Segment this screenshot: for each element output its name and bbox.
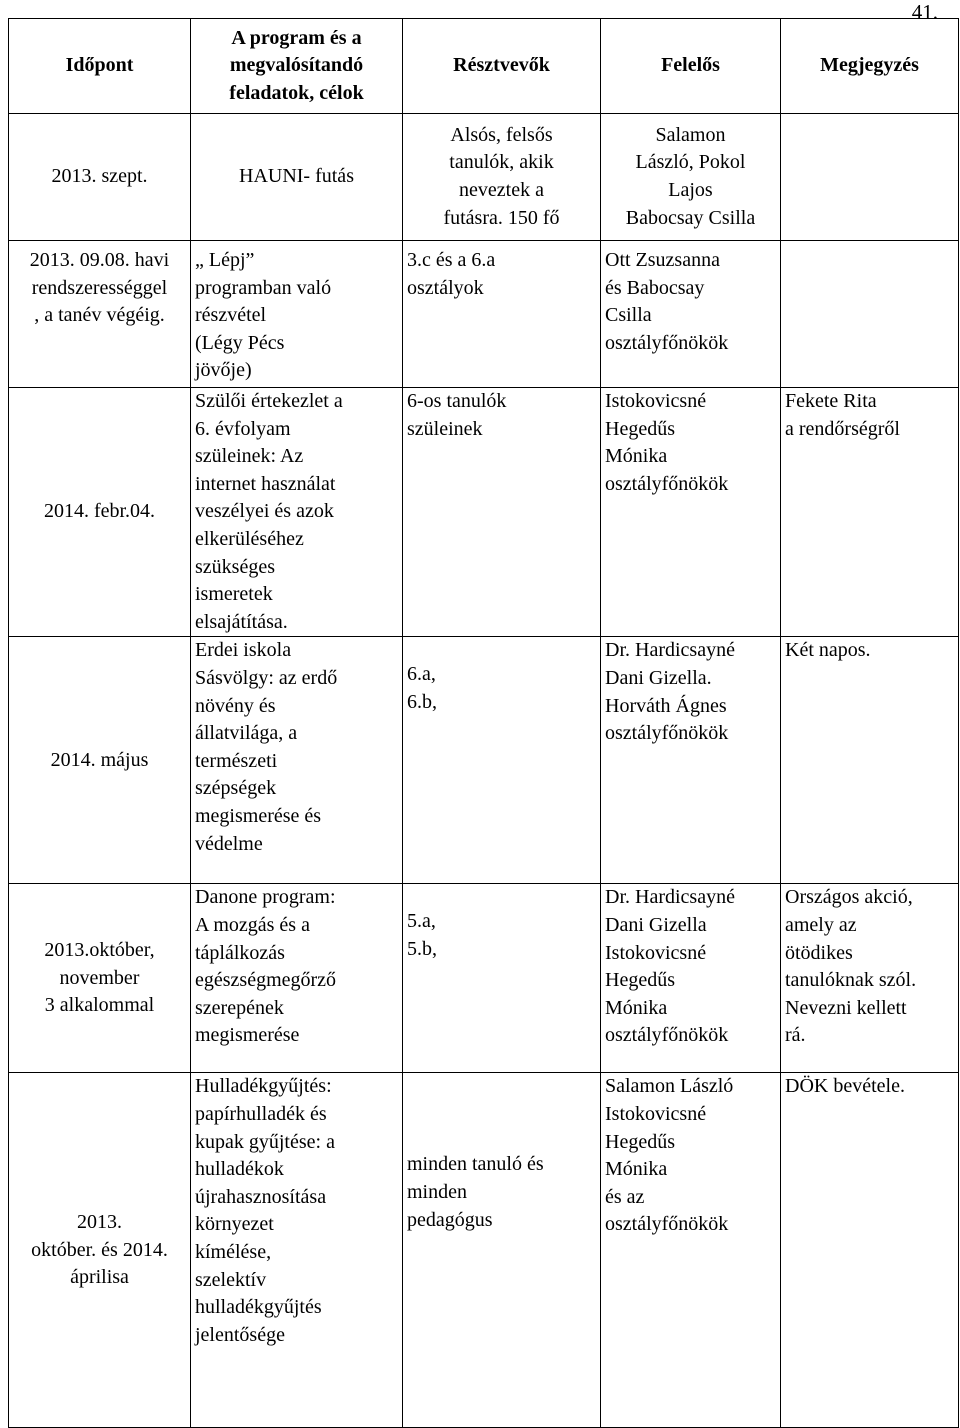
row-time: 2013. 09.08. havi rendszerességgel , a tanév végéig. <box>9 241 191 388</box>
table-row <box>9 114 959 241</box>
row-participants: 3.c és a 6.a osztályok <box>403 241 601 388</box>
header-participants: Résztvevők <box>403 19 601 114</box>
row-program: HAUNI- futás <box>191 114 403 241</box>
row-notes: Fekete Rita a rendőrségről <box>781 388 959 637</box>
table-row <box>9 241 959 388</box>
row-participants: Alsós, felsős tanulók, akik neveztek a futásra. 150 fő <box>403 114 601 241</box>
row-program: Danone program: A mozgás és a táplálkozás egészségmegőrző szerepének megismerése <box>191 884 403 1073</box>
header-time: Időpont <box>9 19 191 114</box>
row-time: 2014. febr.04. <box>9 388 191 637</box>
row-program: Szülői értekezlet a 6. évfolyam szüleinek: Az internet használat veszélyei és azok elkerüléséhez szükséges ismeretek elsajátítása. <box>191 388 403 637</box>
table-row <box>9 637 959 884</box>
page-number: 41. <box>911 0 938 24</box>
row-notes: Országos akció, amely az ötödikes tanulóknak szól. Nevezni kellett rá. <box>781 884 959 1073</box>
header-notes: Megjegyzés <box>781 19 959 114</box>
row-notes <box>781 241 959 388</box>
row-responsible: Istokovicsné Hegedűs Mónika osztályfőnökök <box>601 388 781 637</box>
row-participants: minden tanuló és minden pedagógus <box>403 1073 601 1428</box>
header-responsible: Felelős <box>601 19 781 114</box>
header-program: A program és a megvalósítandó feladatok, célok <box>191 19 403 114</box>
row-time: 2014. május <box>9 637 191 884</box>
row-notes: DÖK bevétele. <box>781 1073 959 1428</box>
table-row <box>9 884 959 1073</box>
table-row <box>9 388 959 637</box>
row-time: 2013. október. és 2014. áprilisa <box>9 1073 191 1428</box>
row-time: 2013.október, november 3 alkalommal <box>9 884 191 1073</box>
row-responsible: Salamon László, Pokol Lajos Babocsay Csilla <box>601 114 781 241</box>
row-program: Hulladékgyűjtés: papírhulladék és kupak gyűjtése: a hulladékok újrahasznosítása környezet kímélése, szelektív hulladékgyűjtés jelentősége <box>191 1073 403 1428</box>
row-responsible: Ott Zsuzsanna és Babocsay Csilla osztályfőnökök <box>601 241 781 388</box>
row-participants: 6-os tanulók szüleinek <box>403 388 601 637</box>
table-row <box>9 1073 959 1428</box>
row-responsible: Salamon László Istokovicsné Hegedűs Mónika és az osztályfőnökök <box>601 1073 781 1428</box>
row-program: Erdei iskola Sásvölgy: az erdő növény és állatvilága, a természeti szépségek megismerése és védelme <box>191 637 403 884</box>
row-program: „ Lépj” programban való részvétel (Légy Pécs jövője) <box>191 241 403 388</box>
row-time: 2013. szept. <box>9 114 191 241</box>
table-header-row <box>9 19 959 114</box>
row-notes <box>781 114 959 241</box>
row-notes: Két napos. <box>781 637 959 884</box>
row-participants: 5.a, 5.b, <box>403 884 601 1073</box>
row-responsible: Dr. Hardicsayné Dani Gizella Istokovicsné Hegedűs Mónika osztályfőnökök <box>601 884 781 1073</box>
row-responsible: Dr. Hardicsayné Dani Gizella. Horváth Ágnes osztályfőnökök <box>601 637 781 884</box>
row-participants: 6.a, 6.b, <box>403 637 601 884</box>
program-table <box>8 18 959 1428</box>
